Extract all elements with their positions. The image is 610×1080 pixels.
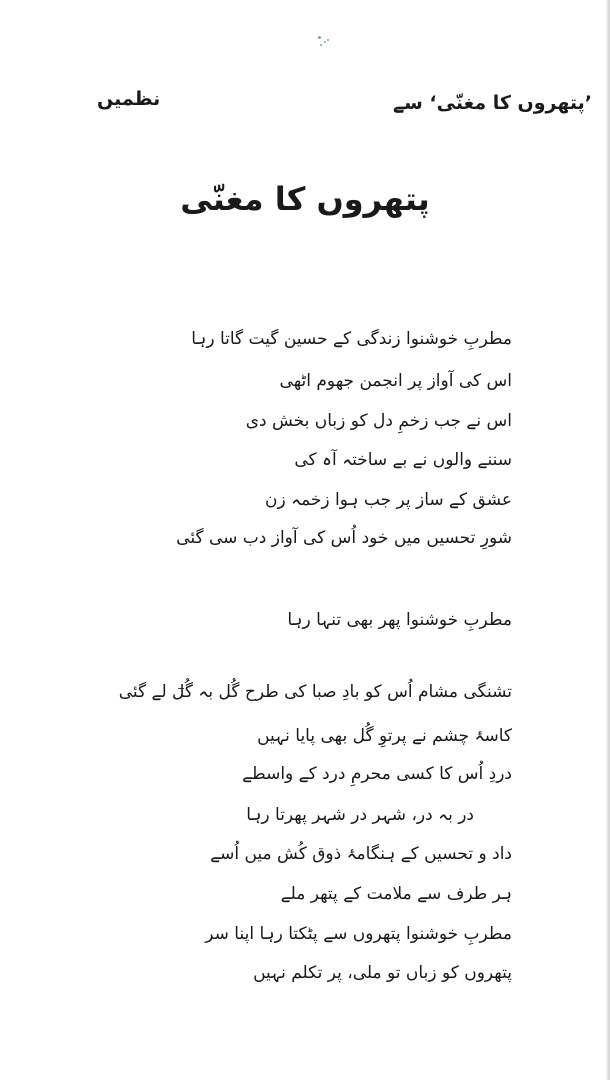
poem-line: مطربِ خوشنوا پھر بھی تنہا رہا (287, 610, 512, 630)
poem-line: پتھروں کو زباں تو ملی، پر تکلم نہیں (253, 963, 512, 983)
poem-line: مطربِ خوشنوا زندگی کے حسین گیت گاتا رہا (191, 329, 512, 349)
scan-speck (324, 41, 326, 43)
poem-line: مطربِ خوشنوا پتھروں سے پٹکتا رہا اپنا سر (205, 924, 512, 944)
poem-line: داد و تحسیں کے ہنگامۂ ذوق کُش میں اُسے (210, 844, 512, 864)
scan-speck (327, 39, 329, 41)
poem-line: در بہ در، شہر در شہر پھرتا رہا (246, 805, 474, 825)
page-edge (606, 0, 610, 1080)
poem-line: عشق کے ساز پر جب ہوا زخمہ زن (265, 490, 512, 510)
scan-speck (320, 44, 322, 46)
poem-line: ہر طرف سے ملامت کے پتھر ملے (280, 884, 512, 904)
poem-line: اس نے جب زخمِ دل کو زباں بخش دی (245, 411, 512, 431)
running-header-section: نظمیں (97, 88, 161, 110)
poem-line: شورِ تحسیں میں خود اُس کی آواز دب سی گئی (176, 528, 512, 548)
poem-line: کاسۂ چشم نے پرتوِ گُل بھی پایا نہیں (257, 726, 512, 746)
poem-line: اس کی آواز پر انجمن جھوم اٹھی (279, 371, 512, 391)
poem-line: تشنگی مشام اُس کو بادِ صبا کی طرح گُل بہ گُل لے گئی (118, 682, 512, 702)
poem-line: دردِ اُس کا کسی محرمِ درد کے واسطے (242, 764, 512, 784)
scan-speck (318, 36, 321, 39)
running-header-source: ’پتھروں کا مغنّی‘ سے (392, 92, 592, 114)
poem-line: سننے والوں نے بے ساختہ آہ کی (294, 450, 512, 470)
poem-title: پتھروں کا مغنّی (180, 180, 430, 218)
